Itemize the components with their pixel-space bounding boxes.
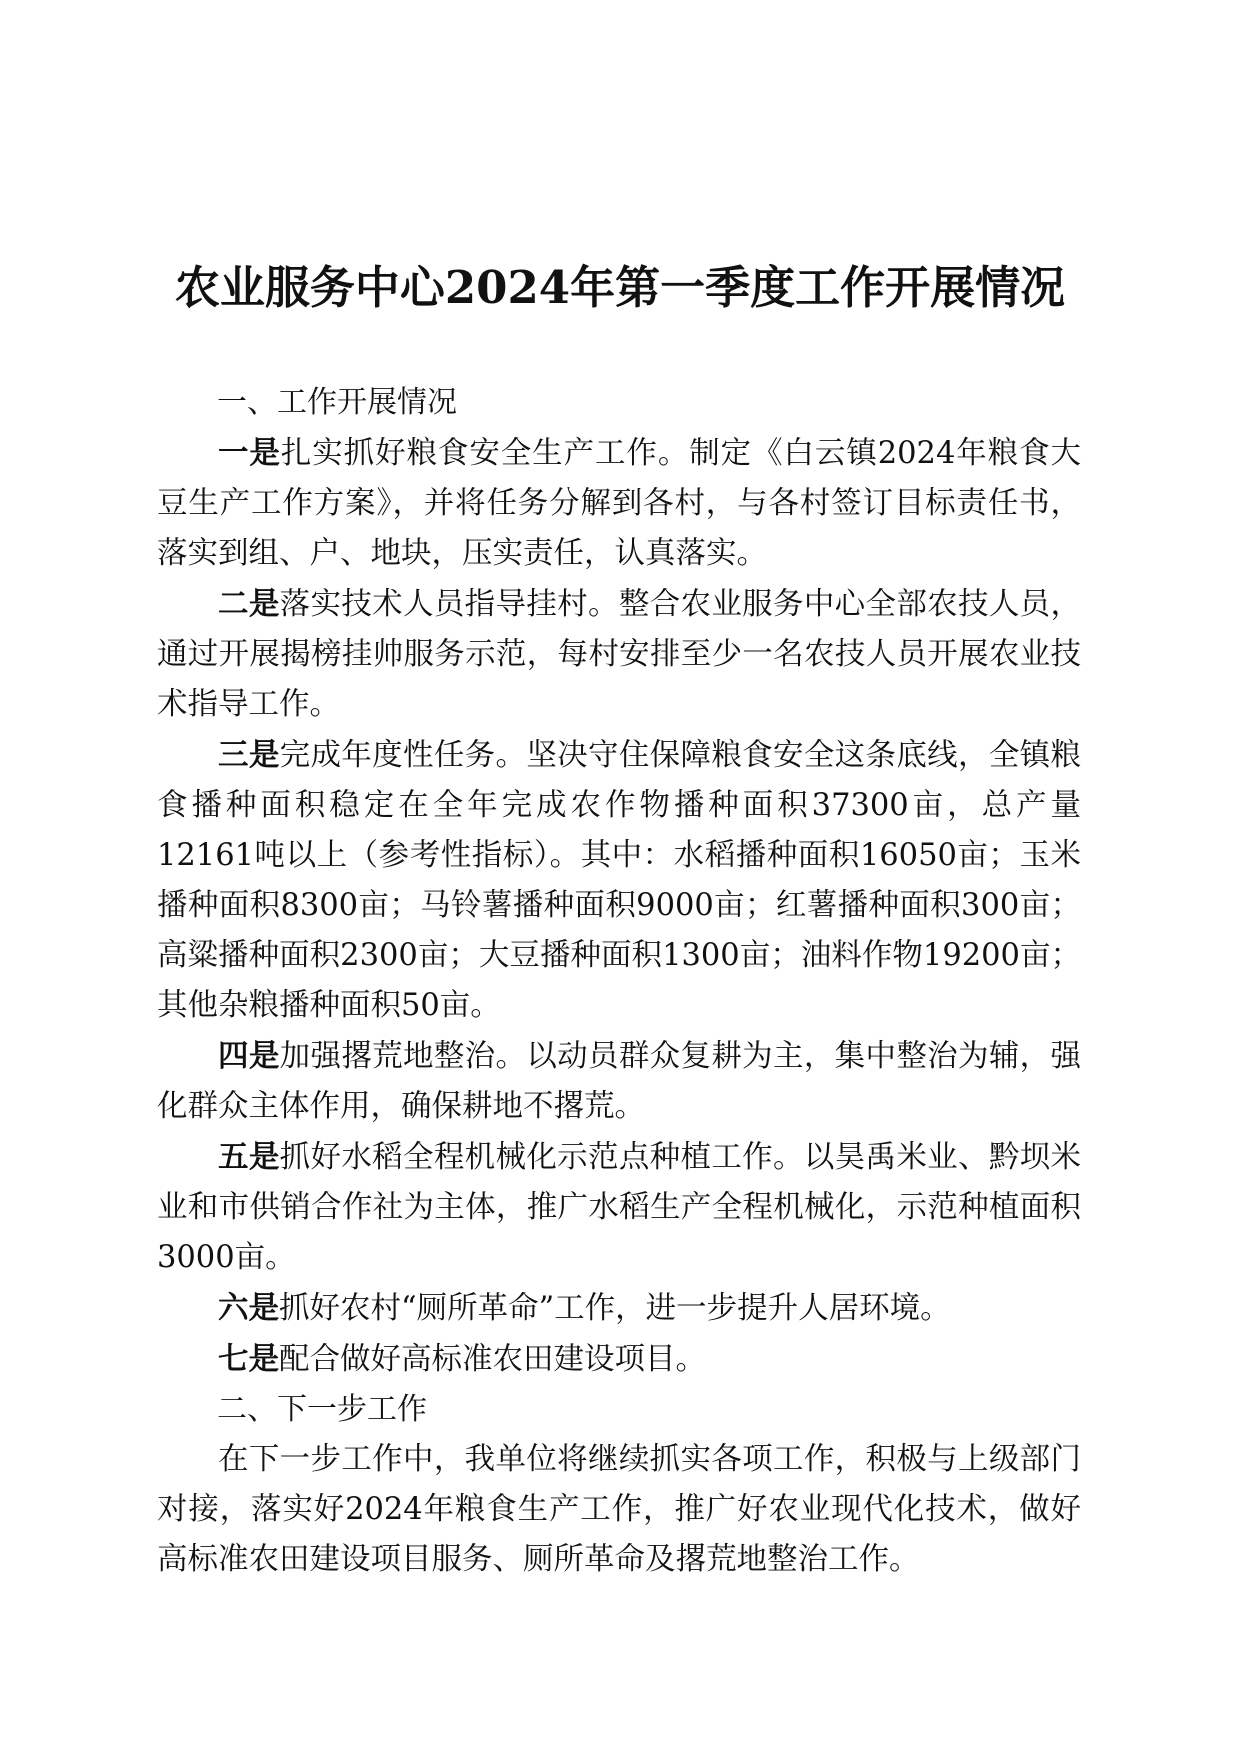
item-lead-5: 五是 [218, 1139, 280, 1175]
paragraph-item-4 [157, 1031, 1081, 1132]
item-text-4: 加强撂荒地整治。以动员群众复耕为主，集中整治为辅，强化群众主体作用，确保耕地不撂荒。 [157, 1039, 1082, 1124]
item-text-1: 扎实抓好粮食安全生产工作。制定《白云镇2024年粮食大豆生产工作方案》，并将任务分解到各村，与各村签订目标责任书，落实到组、户、地块，压实责任，认真落实。 [157, 436, 1082, 571]
item-lead-7: 七是 [218, 1341, 279, 1377]
item-lead-4: 四是 [218, 1038, 280, 1074]
item-text-3: 完成年度性任务。坚决守住保障粮食安全这条底线，全镇粮食播种面积稳定在全年完成农作物播种面积37300亩，总产量12161吨以上（参考性指标）。其中：水稻播种面积16050亩；玉米播种面积8300亩；马铃薯播种面积9000亩；红薯播种面积300亩；高粱播种面积2300亩；大豆播种面积1300亩；油料作物19200亩；其他杂粮播种面积50亩。 [157, 738, 1082, 1023]
item-text-6: 抓好农村“厕所革命”工作，进一步提升人居环境。 [279, 1291, 951, 1326]
document-body [157, 378, 1081, 1585]
paragraph-next-steps: 在下一步工作中，我单位将继续抓实各项工作，积极与上级部门对接，落实好2024年粮食生产工作，推广好农业现代化技术，做好高标准农田建设项目服务、厕所革命及撂荒地整治工作。 [157, 1442, 1081, 1577]
paragraph-item-3 [157, 730, 1081, 1031]
paragraph-item-2 [157, 579, 1081, 730]
paragraph-item-6 [157, 1283, 1081, 1334]
item-lead-3: 三是 [218, 737, 280, 773]
item-text-5: 抓好水稻全程机械化示范点种植工作。以昊禹米业、黔坝米业和市供销合作社为主体，推广水稻生产全程机械化，示范种植面积3000亩。 [157, 1140, 1082, 1275]
section-heading-work-status: 一、工作开展情况 [217, 385, 457, 420]
paragraph-item-5 [157, 1132, 1081, 1283]
paragraph-item-1 [157, 428, 1081, 579]
paragraph-item-7 [157, 1334, 1081, 1385]
item-lead-2: 二是 [218, 586, 280, 622]
item-lead-6: 六是 [218, 1290, 279, 1326]
item-text-2: 落实技术人员指导挂村。整合农业服务中心全部农技人员，通过开展揭榜挂帅服务示范，每村安排至少一名农技人员开展农业技术指导工作。 [157, 587, 1082, 722]
item-text-7: 配合做好高标准农田建设项目。 [279, 1342, 706, 1377]
section-heading-next-steps: 二、下一步工作 [217, 1392, 427, 1427]
item-lead-1: 一是 [218, 435, 281, 471]
document-title: 农业服务中心2024年第一季度工作开展情况 [174, 261, 1066, 314]
